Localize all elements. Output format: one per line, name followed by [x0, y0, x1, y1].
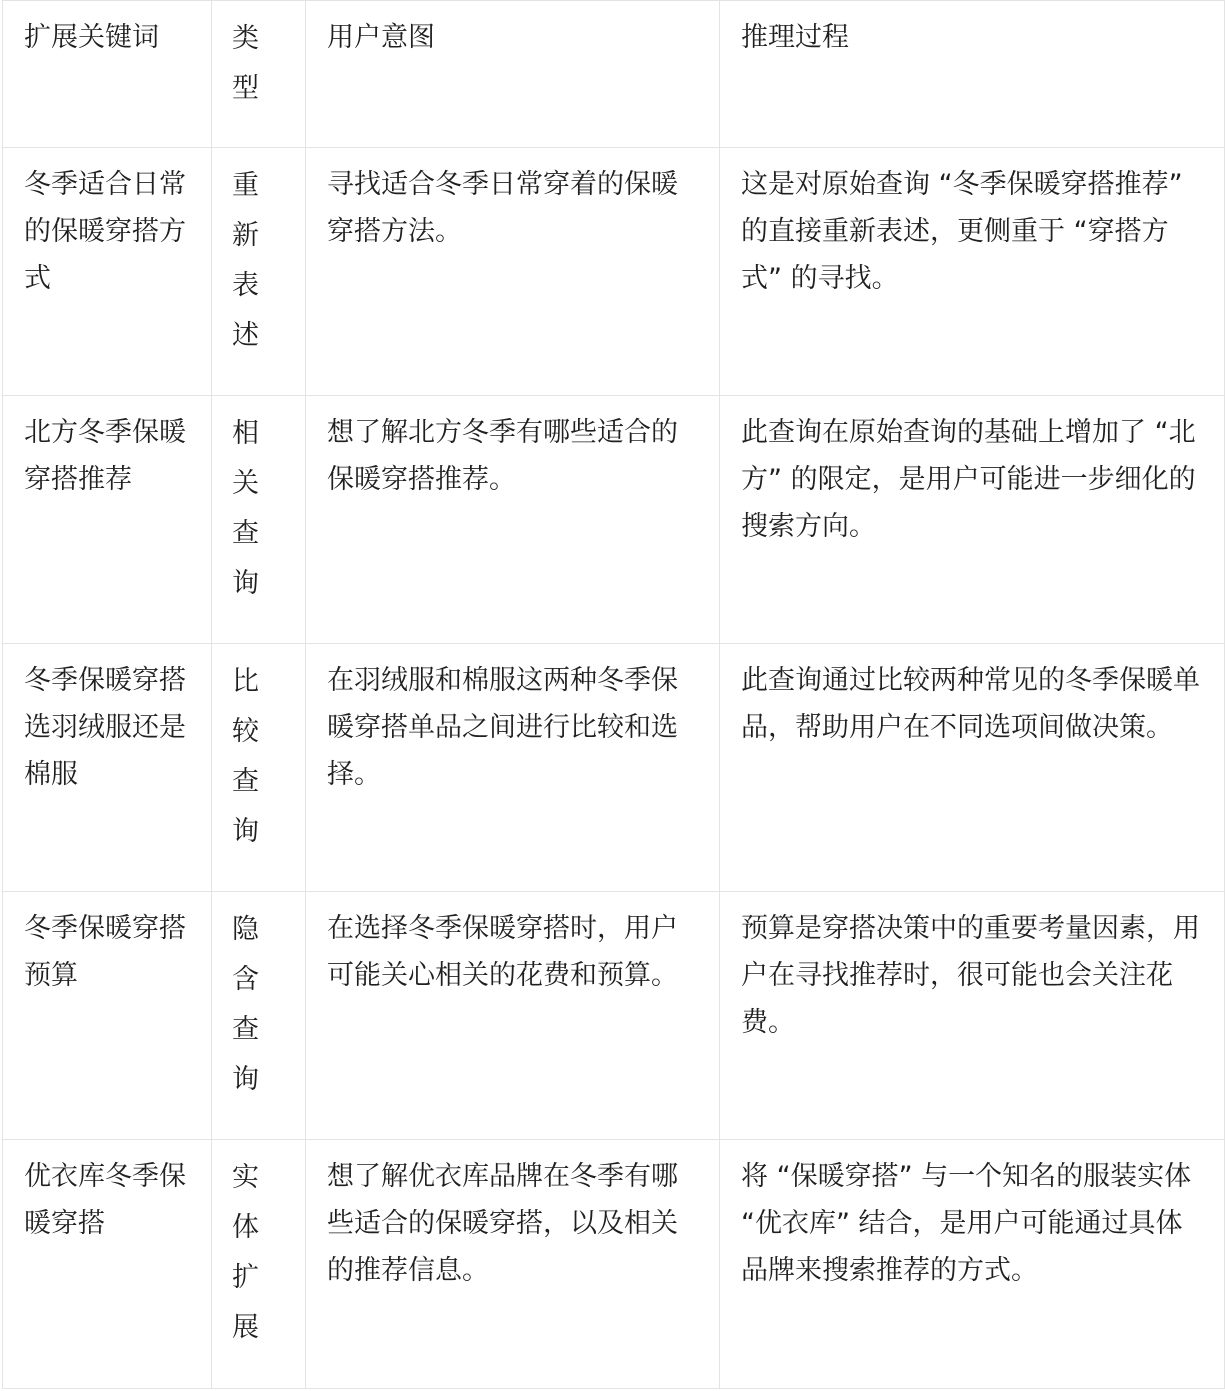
cell-intent: 在选择冬季保暖穿搭时，用户可能关心相关的花费和预算。	[306, 892, 720, 1140]
cell-reasoning: 将 “保暖穿搭” 与一个知名的服装实体 “优衣库” 结合，是用户可能通过具体品牌来搜索推荐的方式。	[720, 1140, 1225, 1389]
cell-keyword: 冬季保暖穿搭选羽绒服还是棉服	[3, 644, 212, 892]
keyword-expansion-table	[2, 0, 1225, 1389]
table-row	[3, 1140, 1225, 1389]
cell-keyword: 冬季适合日常的保暖穿搭方式	[3, 148, 212, 396]
cell-intent: 在羽绒服和棉服这两种冬季保暖穿搭单品之间进行比较和选择。	[306, 644, 720, 892]
cell-type: 相关查询	[212, 396, 306, 644]
table-row	[3, 644, 1225, 892]
table-row	[3, 148, 1225, 396]
table-row	[3, 396, 1225, 644]
cell-type: 实体扩展	[212, 1140, 306, 1389]
cell-reasoning: 此查询在原始查询的基础上增加了 “北方” 的限定，是用户可能进一步细化的搜索方向。	[720, 396, 1225, 644]
table-row	[3, 892, 1225, 1140]
header-type: 类型	[212, 1, 306, 148]
cell-intent: 想了解优衣库品牌在冬季有哪些适合的保暖穿搭，以及相关的推荐信息。	[306, 1140, 720, 1389]
cell-reasoning: 这是对原始查询 “冬季保暖穿搭推荐” 的直接重新表述，更侧重于 “穿搭方式” 的寻找。	[720, 148, 1225, 396]
cell-keyword: 冬季保暖穿搭预算	[3, 892, 212, 1140]
cell-keyword: 北方冬季保暖穿搭推荐	[3, 396, 212, 644]
header-reasoning: 推理过程	[720, 1, 1225, 148]
cell-intent: 想了解北方冬季有哪些适合的保暖穿搭推荐。	[306, 396, 720, 644]
table-header-row	[3, 1, 1225, 148]
header-keyword: 扩展关键词	[3, 1, 212, 148]
cell-type: 重新表述	[212, 148, 306, 396]
cell-type: 比较查询	[212, 644, 306, 892]
cell-reasoning: 预算是穿搭决策中的重要考量因素，用户在寻找推荐时，很可能也会关注花费。	[720, 892, 1225, 1140]
cell-keyword: 优衣库冬季保暖穿搭	[3, 1140, 212, 1389]
cell-type: 隐含查询	[212, 892, 306, 1140]
cell-intent: 寻找适合冬季日常穿着的保暖穿搭方法。	[306, 148, 720, 396]
header-intent: 用户意图	[306, 1, 720, 148]
cell-reasoning: 此查询通过比较两种常见的冬季保暖单品，帮助用户在不同选项间做决策。	[720, 644, 1225, 892]
